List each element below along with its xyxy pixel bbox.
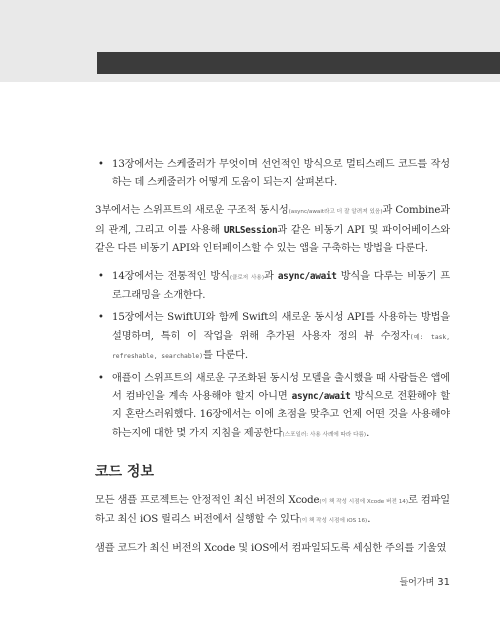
bullet-text: 13장에서는 스케줄러가 무엇이며 선언적인 방식으로 멀티스레드 코드를 작성하는 데 스케줄러가 어떻게 도움이 되는지 살펴본다.: [112, 159, 450, 189]
text-run: 14장에서는 전통적인 방식: [112, 271, 230, 283]
part3-paragraph: [95, 202, 450, 258]
bullet-icon: •: [98, 312, 104, 324]
text-run: 과: [264, 271, 278, 283]
aside-note: (이 책 작성 시점에 Xcode 버전 14): [319, 498, 409, 505]
text-run: 3부에서는 스위프트의 새로운 구조적 동시성: [95, 205, 289, 217]
text-run: 방식으로 전환해야 할지 혼란스러워했다. 16장에서는 이에 초점을 맞추고 언제 어떤 것을 사용해야 하는지에 대한 몇 가지 지침을 제공한다: [112, 391, 450, 439]
text-run: 애플이 스위프트의 새로운 구조화된 동시성 모델을 출시했을 때 사람들은 앱에서 컴바인을 계속 사용해야 할지 아니면: [112, 373, 450, 403]
bullet-icon: •: [98, 271, 104, 283]
aside-note: (스포일러: 사용 사례에 따라 다름): [282, 431, 367, 438]
list-item: [95, 156, 450, 192]
aside-note: (클로저 사용): [229, 275, 265, 282]
list-item: [95, 268, 450, 305]
aside-note-code: (예: task, refreshable, searchable): [112, 333, 451, 360]
aside-note: (async/await라고 더 잘 알려져 있음): [288, 209, 383, 216]
code-term: URLSession: [223, 224, 278, 236]
text-run: 과 같은 비동기 API 및 파이어베이스와 같은 다른 비동기 API와 인터페이스할 수 있는 앱을 구축하는 방법을 다룬다.: [95, 224, 450, 254]
text-run: 를 다룬다.: [203, 349, 248, 361]
aside-note: (이 책 작성 시점에 iOS 16): [299, 518, 368, 525]
list-item: [95, 309, 450, 366]
code-paragraph-2: [95, 540, 450, 558]
text-run: .: [366, 427, 370, 439]
bullet-icon: •: [98, 159, 104, 170]
text-run: .: [367, 514, 371, 526]
code-term: async/await: [291, 391, 351, 403]
text-run: 과 Combine과의 관계, 그리고 이를 사용해: [95, 205, 450, 236]
footer-label: 들어가며: [399, 578, 435, 588]
page-number: 31: [437, 577, 450, 588]
section-heading: 코드 정보: [95, 463, 154, 480]
bullet-list-1: [95, 156, 450, 192]
bullet-icon: •: [98, 373, 104, 385]
text-run: 모든 샘플 프로젝트는 안정적인 최신 버전의 Xcode: [95, 494, 320, 506]
code-paragraph-1: [95, 492, 450, 530]
code-term: async/await: [277, 271, 337, 283]
page-header-rule: [97, 52, 500, 74]
page-body: [95, 156, 450, 568]
page-footer: [399, 575, 450, 588]
text-run: 샘플 코드가 최신 버전의 Xcode 및 iOS에서 컴파일되도록 세심한 주의를 기울였: [95, 543, 447, 555]
text-run: 로 컴파일하고 최신 iOS 릴리스 버전에서 실행할 수 있다: [95, 494, 450, 526]
bullet-list-2: [95, 268, 450, 444]
text-run: 15장에서는 SwiftUI와 함께 Swift의 새로운 동시성 API를 사용하는 방법을 설명하며, 특히 이 작업을 위해 추가된 사용자 정의 뷰 수정자: [112, 312, 450, 342]
text-run: 방식을 다루는 비동기 프로그래밍을 소개한다.: [112, 271, 450, 302]
list-item: [95, 370, 450, 444]
